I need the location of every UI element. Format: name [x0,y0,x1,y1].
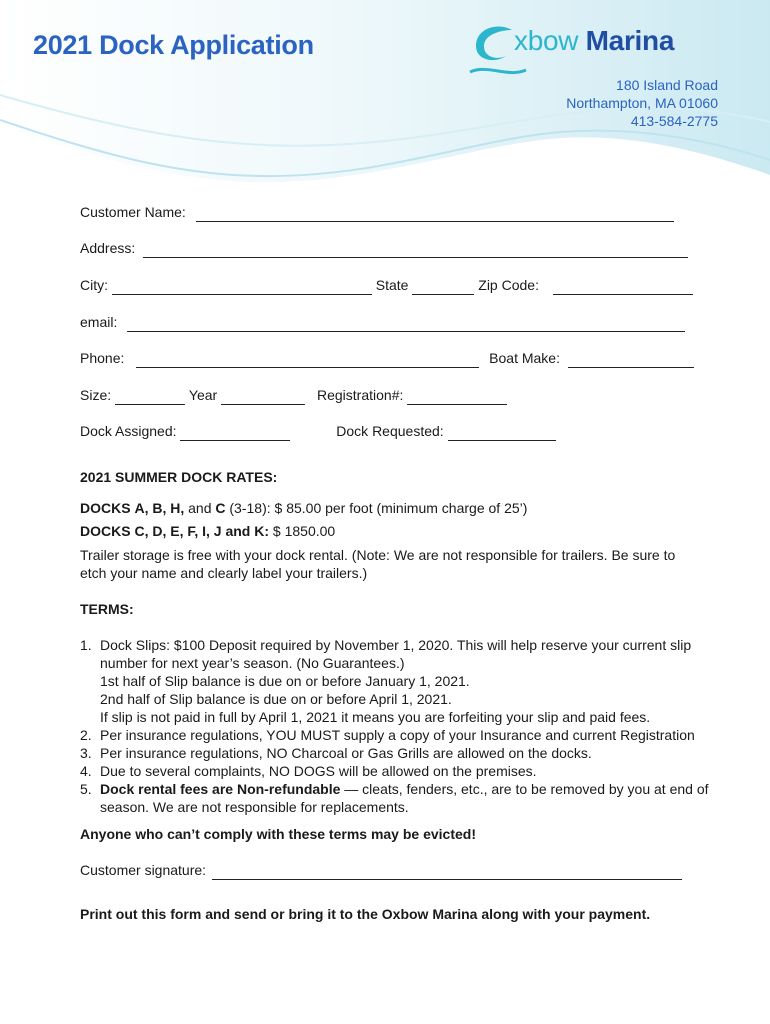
logo-suffix: Marina [585,25,675,56]
rate1-rest: (3-18): $ 85.00 per foot (minimum charge of 25’) [229,500,528,516]
term-5-bold: Dock rental fees are Non-refundable [100,781,341,797]
term-5-text: — cleats, fenders, etc., are to be removed by you at end of season. We are not responsible for replacements. [100,781,709,815]
term-item-4 [80,762,720,780]
term-2-number: 2. [80,727,92,743]
email-field[interactable] [127,316,685,332]
state-field[interactable] [412,279,474,295]
term-1-number: 1. [80,637,92,653]
term-1-text: Dock Slips: $100 Deposit required by November 1, 2020. This will help reserve your current slip number for next year’s season. (No Guarantees.) [100,637,692,671]
phone-field[interactable] [136,352,479,368]
size-field[interactable] [115,389,185,405]
rate1-c: C [215,500,226,516]
term-1-first-half: 1st half of Slip balance is due on or before January 1, 2021. [100,673,470,689]
term-item-2 [80,726,720,744]
term-item-1 [80,636,720,726]
dock-row [80,421,556,441]
rate-line-1 [80,500,527,516]
term-item-5 [80,780,720,816]
address-city: Northampton, MA 01060 [566,95,718,111]
phone-row [80,348,694,368]
address-row [80,238,688,258]
size-label: Size: [80,387,112,403]
zip-code-field[interactable] [553,279,693,295]
logo-prefix: xbow [514,25,579,56]
size-row [80,385,507,405]
term-item-3 [80,744,720,762]
dock-requested-label: Dock Requested: [336,423,444,439]
dock-requested-field[interactable] [448,425,556,441]
trailer-note: Trailer storage is free with your dock rental. (Note: We are not responsible for trailers. Be sure to etch your name and clearly label your trailers.) [80,547,676,581]
address-field[interactable] [143,242,688,258]
address-phone: 413-584-2775 [630,113,718,129]
rate2-docks: DOCKS [80,523,131,539]
rate2-rest: $ 1850.00 [272,523,336,539]
city-row [80,275,693,295]
customer-name-row [80,202,674,222]
rates-heading: 2021 SUMMER DOCK RATES: [80,469,278,485]
phone-label: Phone: [80,350,125,366]
address-label: Address: [80,240,136,256]
terms-heading: TERMS: [80,601,134,617]
term-3-text: Per insurance regulations, NO Charcoal or Gas Grills are allowed on the docks. [100,745,592,761]
rate1-letters: A, B, H, [134,500,185,516]
state-label: State [375,277,409,293]
marina-address [566,76,718,130]
term-2-text: Per insurance regulations, YOU MUST supply a copy of your Insurance and current Registration [100,727,695,743]
zip-label: Zip Code: [478,277,539,293]
year-label: Year [188,387,218,403]
signature-label: Customer signature: [80,862,207,878]
customer-name-field[interactable] [196,206,674,222]
signature-row [80,860,682,880]
registration-field[interactable] [407,389,507,405]
boat-make-field[interactable] [568,352,694,368]
rate1-and: and [188,500,212,516]
evict-notice: Anyone who can’t comply with these terms may be evicted! [80,826,476,842]
registration-label: Registration#: [316,387,404,403]
term-1-forfeit: If slip is not paid in full by April 1, 2021 it means you are forfeiting your slip and paid fees. [100,709,651,725]
rate2-letters: C, D, E, F, I, J and K: [134,523,270,539]
rate1-docks: DOCKS [80,500,131,516]
email-row [80,312,685,332]
city-label: City: [80,277,108,293]
term-4-number: 4. [80,763,92,779]
boat-make-label: Boat Make: [489,350,560,366]
dock-assigned-label: Dock Assigned: [80,423,177,439]
submission-instructions: Print out this form and send or bring it to the Oxbow Marina along with your payment. [80,906,651,922]
terms-list [80,636,720,816]
term-1-second-half: 2nd half of Slip balance is due on or before April 1, 2021. [100,691,452,707]
oxbow-marina-logo [468,20,728,80]
term-4-text: Due to several complaints, NO DOGS will be allowed on the premises. [100,763,537,779]
rate-line-2 [80,523,335,539]
term-5-number: 5. [80,781,92,797]
email-label: email: [80,314,118,330]
year-field[interactable] [221,389,305,405]
term-3-number: 3. [80,745,92,761]
address-street: 180 Island Road [616,77,718,93]
customer-signature-field[interactable] [212,864,682,880]
dock-assigned-field[interactable] [180,425,290,441]
page-title: 2021 Dock Application [33,30,314,60]
city-field[interactable] [112,279,372,295]
customer-name-label: Customer Name: [80,204,186,220]
logo-wordmark [514,25,674,57]
